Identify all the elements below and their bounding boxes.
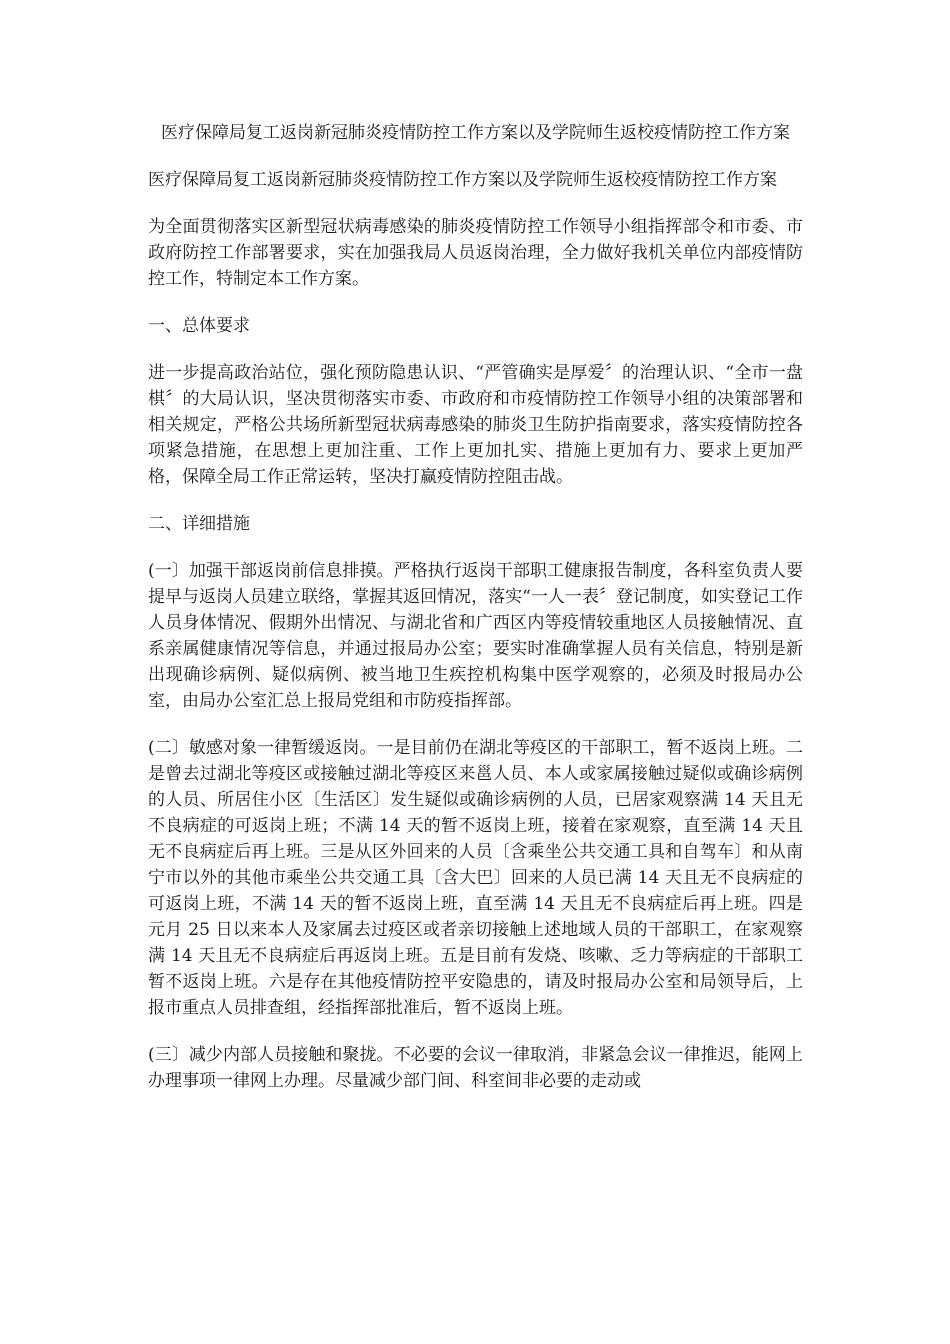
section-heading-general-requirements: 一、总体要求 bbox=[148, 316, 250, 336]
document-title: 医疗保障局复工返岗新冠肺炎疫情防控工作方案以及学院师生返校疫情防控工作方案 bbox=[161, 123, 790, 143]
measure-paragraph-2: (二〕敏感对象一律暂缓返岗。一是目前仍在湖北等疫区的干部职工，暂不返岗上班。二是曾去过湖北等疫区或接触过湖北等疫区来邕人员、本人或家属接触过疑似或确诊病例的人员、所居住小区〔生活区〕发生疑似或确诊病例的人员，已居家观察满 14 天且无不良病症的可返岗上班；不满 14 天的暂不返岗上班，接着在家观察，直至满 14 天且无不良病症后再上班。三是从区外回来的人员〔含乘坐公共交通工具和自驾车〕和从南宁市以外的其他市乘坐公共交通工具〔含大巴〕回来的人员已满 14 天且无不良病症的可返岗上班，不满 14 天的暂不返岗上班，直至满 14 天且无不良病症后再上班。四是元月 25 日以来本人及家属去过疫区或者亲切接触上述地域人员的干部职工，在家观察满 14 天且无不良病症后再返岗上班。五是目前有发烧、咳嗽、乏力等病症的干部职工暂不返岗上班。六是存在其他疫情防控平安隐患的，请及时报局办公室和局领导后，上报市重点人员排查组，经指挥部批准后，暂不返岗上班。 bbox=[148, 738, 803, 1018]
measure-paragraph-1: (一〕加强干部返岗前信息排摸。严格执行返岗干部职工健康报告制度，各科室负责人要提早与返岗人员建立联络，掌握其返回情况，落实“一人一表〞登记制度，如实登记工作人员身体情况、假期外出情况、与湖北省和广西区内等疫情较重地区人员接触情况、直系亲属健康情况等信息，并通过报局办公室；要实时准确掌握人员有关信息，特别是新出现确诊病例、疑似病例、被当地卫生疾控机构集中医学观察的，必须及时报局办公室，由局办公室汇总上报局党组和市防疫指挥部。 bbox=[148, 561, 803, 711]
measure-paragraph-3: (三〕减少内部人员接触和聚拢。不必要的会议一律取消，非紧急会议一律推迟，能网上办理事项一律网上办理。尽量减少部门间、科室间非必要的走动或 bbox=[148, 1045, 803, 1091]
general-requirements-paragraph: 进一步提高政治站位，强化预防隐患认识、“严管确实是厚爱〞的治理认识、“全市一盘棋〞的大局认识，坚决贯彻落实市委、市政府和市疫情防控工作领导小组的决策部署和相关规定，严格公共场所新型冠状病毒感染的肺炎卫生防护指南要求，落实疫情防控各项紧急措施，在思想上更加注重、工作上更加扎实、措施上更加有力、要求上更加严格，保障全局工作正常运转，坚决打赢疫情防控阻击战。 bbox=[148, 363, 803, 487]
document-page bbox=[148, 120, 803, 1115]
document-subtitle: 医疗保障局复工返岗新冠肺炎疫情防控工作方案以及学院师生返校疫情防控工作方案 bbox=[148, 170, 777, 190]
intro-paragraph: 为全面贯彻落实区新型冠状病毒感染的肺炎疫情防控工作领导小组指挥部令和市委、市政府防控工作部署要求，实在加强我局人员返岗治理，全力做好我机关单位内部疫情防控工作，特制定本工作方案。 bbox=[148, 217, 803, 289]
section-heading-detailed-measures: 二、详细措施 bbox=[148, 514, 250, 534]
